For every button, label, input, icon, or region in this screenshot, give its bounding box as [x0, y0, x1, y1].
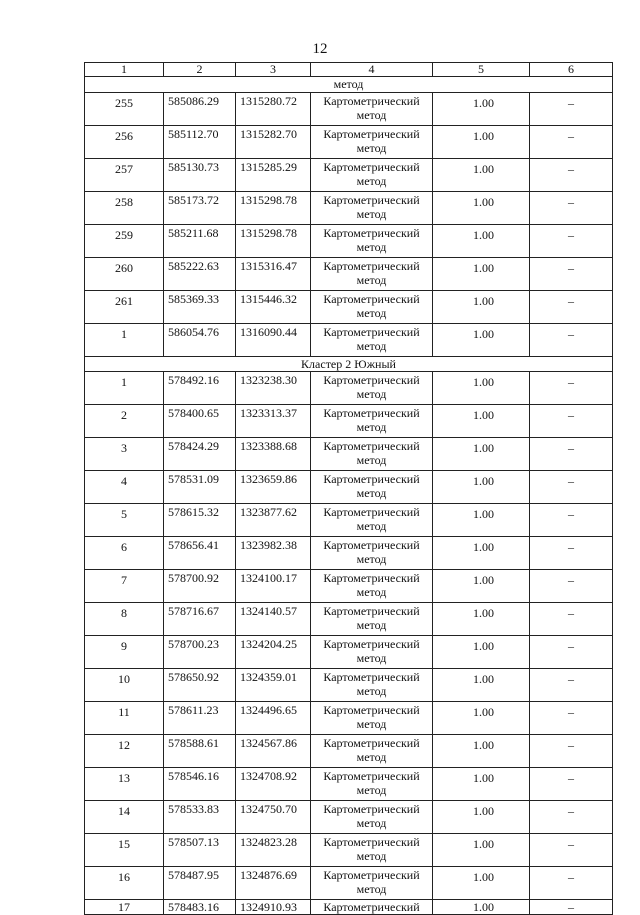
note-cell: –: [530, 291, 613, 324]
x-coordinate-cell: 578546.16: [164, 768, 236, 801]
accuracy-cell: 1.00: [433, 636, 530, 669]
method-cell: [311, 225, 433, 258]
point-number-cell: 6: [85, 537, 164, 570]
continuation-row: [85, 77, 613, 93]
note-cell: –: [530, 258, 613, 291]
method-cell: [311, 438, 433, 471]
point-number-cell: 256: [85, 126, 164, 159]
note-cell: –: [530, 225, 613, 258]
method-cell: [311, 768, 433, 801]
point-number-cell: 255: [85, 93, 164, 126]
accuracy-cell: 1.00: [433, 537, 530, 570]
table-row: [85, 867, 613, 900]
x-coordinate-cell: 585211.68: [164, 225, 236, 258]
accuracy-cell: 1.00: [433, 324, 530, 357]
method-line-2: метод: [356, 108, 387, 122]
accuracy-cell: 1.00: [433, 768, 530, 801]
method-line-1: Картометрический: [323, 259, 420, 273]
table-row: [85, 372, 613, 405]
method-line-1: Картометрический: [323, 373, 420, 387]
x-coordinate-cell: 585222.63: [164, 258, 236, 291]
method-cell: [311, 258, 433, 291]
method-line-2: метод: [356, 141, 387, 155]
y-coordinate-cell: 1323238.30: [236, 372, 311, 405]
method-line-2: метод: [356, 387, 387, 401]
cluster-title: Кластер 2 Южный: [85, 357, 613, 372]
method-line-1: Картометрический: [323, 325, 420, 339]
note-cell: –: [530, 126, 613, 159]
y-coordinate-cell: 1315298.78: [236, 192, 311, 225]
y-coordinate-cell: 1324204.25: [236, 636, 311, 669]
accuracy-cell: 1.00: [433, 570, 530, 603]
header-row: [85, 63, 613, 77]
x-coordinate-cell: 578588.61: [164, 735, 236, 768]
method-line-1: Картометрический: [323, 505, 420, 519]
accuracy-cell: 1.00: [433, 735, 530, 768]
method-line-2: метод: [356, 750, 387, 764]
method-cell: [311, 834, 433, 867]
method-line-2: метод: [356, 585, 387, 599]
x-coordinate-cell: 578531.09: [164, 471, 236, 504]
y-coordinate-cell: 1315280.72: [236, 93, 311, 126]
point-number-cell: 260: [85, 258, 164, 291]
note-cell: –: [530, 405, 613, 438]
table-row: [85, 405, 613, 438]
table-row: [85, 570, 613, 603]
table-row: [85, 735, 613, 768]
method-line-2: метод: [356, 453, 387, 467]
method-line-1: Картометрический: [323, 571, 420, 585]
method-line-1: Картометрический: [323, 127, 420, 141]
table-row: [85, 537, 613, 570]
point-number-cell: 2: [85, 405, 164, 438]
coordinates-table: [84, 62, 613, 915]
point-number-cell: 1: [85, 324, 164, 357]
accuracy-cell: 1.00: [433, 669, 530, 702]
table-row: [85, 471, 613, 504]
x-coordinate-cell: 585173.72: [164, 192, 236, 225]
column-header: 2: [164, 63, 236, 77]
column-header: 6: [530, 63, 613, 77]
method-line-1: Картометрический: [323, 439, 420, 453]
x-coordinate-cell: 585086.29: [164, 93, 236, 126]
note-cell: –: [530, 669, 613, 702]
method-line-2: метод: [356, 240, 387, 254]
note-cell: –: [530, 504, 613, 537]
page-number: 12: [312, 41, 328, 57]
y-coordinate-cell: 1315285.29: [236, 159, 311, 192]
table-row: [85, 603, 613, 636]
point-number-cell: 5: [85, 504, 164, 537]
note-cell: –: [530, 636, 613, 669]
table-row: [85, 258, 613, 291]
y-coordinate-cell: 1323388.68: [236, 438, 311, 471]
y-coordinate-cell: 1315316.47: [236, 258, 311, 291]
method-line-1: Картометрический: [323, 160, 420, 174]
note-cell: –: [530, 603, 613, 636]
x-coordinate-cell: 578492.16: [164, 372, 236, 405]
note-cell: –: [530, 570, 613, 603]
y-coordinate-cell: 1324708.92: [236, 768, 311, 801]
point-number-cell: 12: [85, 735, 164, 768]
method-line-2: метод: [356, 816, 387, 830]
method-line-2: метод: [356, 519, 387, 533]
method-cell: [311, 405, 433, 438]
cluster-row: [85, 357, 613, 372]
y-coordinate-cell: 1324910.93: [236, 900, 311, 915]
table-row: [85, 438, 613, 471]
accuracy-cell: 1.00: [433, 471, 530, 504]
x-coordinate-cell: 578533.83: [164, 801, 236, 834]
y-coordinate-cell: 1315446.32: [236, 291, 311, 324]
method-line-1: Картометрический: [323, 802, 420, 816]
accuracy-cell: 1.00: [433, 291, 530, 324]
method-cell: [311, 603, 433, 636]
x-coordinate-cell: 585112.70: [164, 126, 236, 159]
y-coordinate-cell: 1324359.01: [236, 669, 311, 702]
method-cell: [311, 801, 433, 834]
method-cell: [311, 159, 433, 192]
accuracy-cell: 1.00: [433, 372, 530, 405]
method-line-1: Картометрический: [323, 637, 420, 651]
method-line-2: метод: [356, 486, 387, 500]
accuracy-cell: 1.00: [433, 405, 530, 438]
note-cell: –: [530, 801, 613, 834]
point-number-cell: 11: [85, 702, 164, 735]
method-line-1: Картометрический: [323, 406, 420, 420]
method-line-1: Картометрический: [323, 868, 420, 882]
note-cell: –: [530, 867, 613, 900]
method-line-1: Картометрический: [323, 703, 420, 717]
x-coordinate-cell: 585130.73: [164, 159, 236, 192]
note-cell: –: [530, 471, 613, 504]
note-cell: –: [530, 324, 613, 357]
table-row: [85, 225, 613, 258]
point-number-cell: 17: [85, 900, 164, 915]
accuracy-cell: 1.00: [433, 702, 530, 735]
method-line-2: метод: [356, 174, 387, 188]
point-number-cell: 7: [85, 570, 164, 603]
method-cell: [311, 126, 433, 159]
method-line-2: метод: [356, 552, 387, 566]
point-number-cell: 15: [85, 834, 164, 867]
accuracy-cell: 1.00: [433, 834, 530, 867]
note-cell: –: [530, 900, 613, 915]
method-cell: [311, 372, 433, 405]
method-line-1: Картометрический: [323, 736, 420, 750]
note-cell: –: [530, 93, 613, 126]
point-number-cell: 258: [85, 192, 164, 225]
note-cell: –: [530, 192, 613, 225]
table-row: [85, 192, 613, 225]
method-cell: [311, 867, 433, 900]
method-line-1: Картометрический: [323, 472, 420, 486]
method-cell: [311, 471, 433, 504]
table-row: [85, 801, 613, 834]
accuracy-cell: 1.00: [433, 438, 530, 471]
accuracy-cell: 1.00: [433, 258, 530, 291]
accuracy-cell: 1.00: [433, 900, 530, 915]
method-line-1: Картометрический: [323, 670, 420, 684]
method-cell: [311, 537, 433, 570]
note-cell: –: [530, 702, 613, 735]
y-coordinate-cell: 1323659.86: [236, 471, 311, 504]
method-cell: [311, 291, 433, 324]
accuracy-cell: 1.00: [433, 126, 530, 159]
method-cell: [311, 900, 433, 915]
column-header: 3: [236, 63, 311, 77]
point-number-cell: 14: [85, 801, 164, 834]
accuracy-cell: 1.00: [433, 225, 530, 258]
note-cell: –: [530, 735, 613, 768]
method-line-2: метод: [356, 849, 387, 863]
table-row: [85, 636, 613, 669]
x-coordinate-cell: 578716.67: [164, 603, 236, 636]
method-cell: [311, 324, 433, 357]
table-row: [85, 324, 613, 357]
column-header: 4: [311, 63, 433, 77]
method-line-2: метод: [356, 717, 387, 731]
method-line-2: метод: [356, 339, 387, 353]
method-line-2: метод: [356, 273, 387, 287]
x-coordinate-cell: 578424.29: [164, 438, 236, 471]
y-coordinate-cell: 1324876.69: [236, 867, 311, 900]
point-number-cell: 1: [85, 372, 164, 405]
method-line-2: метод: [356, 882, 387, 896]
method-line-1: Картометрический: [323, 226, 420, 240]
method-cell: [311, 570, 433, 603]
x-coordinate-cell: 578615.32: [164, 504, 236, 537]
y-coordinate-cell: 1323877.62: [236, 504, 311, 537]
note-cell: –: [530, 537, 613, 570]
x-coordinate-cell: 578507.13: [164, 834, 236, 867]
method-line-1: Картометрический: [323, 769, 420, 783]
table-row: [85, 669, 613, 702]
table-row: [85, 768, 613, 801]
point-number-cell: 16: [85, 867, 164, 900]
accuracy-cell: 1.00: [433, 192, 530, 225]
x-coordinate-cell: 586054.76: [164, 324, 236, 357]
method-line-2: метод: [356, 618, 387, 632]
accuracy-cell: 1.00: [433, 93, 530, 126]
point-number-cell: 257: [85, 159, 164, 192]
point-number-cell: 4: [85, 471, 164, 504]
x-coordinate-cell: 578650.92: [164, 669, 236, 702]
x-coordinate-cell: 578487.95: [164, 867, 236, 900]
method-line-1: Картометрический: [323, 604, 420, 618]
method-cell: [311, 192, 433, 225]
table-body: [85, 63, 613, 915]
y-coordinate-cell: 1316090.44: [236, 324, 311, 357]
y-coordinate-cell: 1324567.86: [236, 735, 311, 768]
table-row: [85, 900, 613, 915]
table-row: [85, 291, 613, 324]
accuracy-cell: 1.00: [433, 867, 530, 900]
note-cell: –: [530, 834, 613, 867]
method-line-2: метод: [356, 684, 387, 698]
accuracy-cell: 1.00: [433, 603, 530, 636]
method-line-2: метод: [356, 306, 387, 320]
method-cell: [311, 504, 433, 537]
table-row: [85, 504, 613, 537]
note-cell: –: [530, 159, 613, 192]
method-cell: [311, 702, 433, 735]
method-line-1: Картометрический: [323, 900, 420, 914]
method-cell: [311, 735, 433, 768]
x-coordinate-cell: 578611.23: [164, 702, 236, 735]
y-coordinate-cell: 1324823.28: [236, 834, 311, 867]
column-header: 1: [85, 63, 164, 77]
y-coordinate-cell: 1324100.17: [236, 570, 311, 603]
note-cell: –: [530, 372, 613, 405]
method-line-1: Картометрический: [323, 193, 420, 207]
y-coordinate-cell: 1323313.37: [236, 405, 311, 438]
point-number-cell: 8: [85, 603, 164, 636]
table-row: [85, 834, 613, 867]
x-coordinate-cell: 578656.41: [164, 537, 236, 570]
x-coordinate-cell: 585369.33: [164, 291, 236, 324]
method-cell: [311, 93, 433, 126]
accuracy-cell: 1.00: [433, 504, 530, 537]
method-line-2: метод: [356, 420, 387, 434]
continuation-text: метод: [85, 77, 613, 93]
point-number-cell: 3: [85, 438, 164, 471]
note-cell: –: [530, 438, 613, 471]
x-coordinate-cell: 578400.65: [164, 405, 236, 438]
x-coordinate-cell: 578700.23: [164, 636, 236, 669]
method-line-1: Картометрический: [323, 538, 420, 552]
accuracy-cell: 1.00: [433, 801, 530, 834]
x-coordinate-cell: 578700.92: [164, 570, 236, 603]
y-coordinate-cell: 1324140.57: [236, 603, 311, 636]
y-coordinate-cell: 1315282.70: [236, 126, 311, 159]
y-coordinate-cell: 1315298.78: [236, 225, 311, 258]
method-line-1: Картометрический: [323, 94, 420, 108]
y-coordinate-cell: 1323982.38: [236, 537, 311, 570]
method-cell: [311, 636, 433, 669]
method-line-1: Картометрический: [323, 292, 420, 306]
x-coordinate-cell: 578483.16: [164, 900, 236, 915]
y-coordinate-cell: 1324750.70: [236, 801, 311, 834]
accuracy-cell: 1.00: [433, 159, 530, 192]
table-row: [85, 159, 613, 192]
point-number-cell: 261: [85, 291, 164, 324]
method-cell: [311, 669, 433, 702]
y-coordinate-cell: 1324496.65: [236, 702, 311, 735]
note-cell: –: [530, 768, 613, 801]
method-line-2: метод: [356, 651, 387, 665]
method-line-2: метод: [356, 207, 387, 221]
method-line-2: метод: [356, 783, 387, 797]
table-row: [85, 93, 613, 126]
point-number-cell: 259: [85, 225, 164, 258]
point-number-cell: 9: [85, 636, 164, 669]
table-row: [85, 702, 613, 735]
method-line-1: Картометрический: [323, 835, 420, 849]
table-row: [85, 126, 613, 159]
column-header: 5: [433, 63, 530, 77]
point-number-cell: 10: [85, 669, 164, 702]
point-number-cell: 13: [85, 768, 164, 801]
